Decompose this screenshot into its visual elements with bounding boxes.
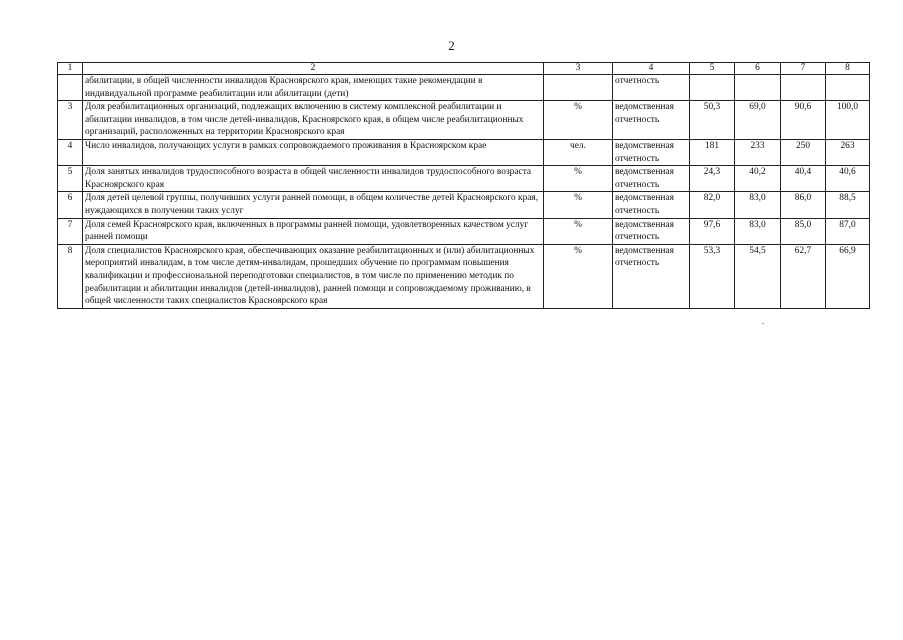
- data-source: ведомственная отчетность: [613, 139, 690, 165]
- indicator-name: Доля реабилитационных организаций, подлежащих включению в систему комплексной реабилитации и абилитации инвалидов, в том числе детей-инвалидов, Красноярского края, в общем числе реабилитационных организаций, расположенных на территории Красноярского края: [83, 101, 544, 140]
- scan-speck: [762, 323, 764, 324]
- header-col-4: 4: [613, 63, 690, 75]
- header-col-8: 8: [826, 63, 870, 75]
- row-number: 3: [58, 101, 83, 140]
- unit: %: [544, 101, 613, 140]
- indicator-name: Доля специалистов Красноярского края, обеспечивающих оказание реабилитационных и (или) абилитационных мероприятий инвалидам, в том числе детям-инвалидам, прошедших обучение по программам повышения квалификации и профессиональной переподготовки специалистов, в том числе по применению методик по реабилитации и абилитации инвалидов (детей-инвалидов), ранней помощи и сопровождаемому проживанию, в общей численности таких специалистов Красноярского края: [83, 244, 544, 308]
- data-source: ведомственная отчетность: [613, 244, 690, 308]
- value-col-7: 62,7: [781, 244, 826, 308]
- value-col-6: 40,2: [735, 166, 781, 192]
- data-source: ведомственная отчетность: [613, 218, 690, 244]
- value-col-5: 50,3: [690, 101, 735, 140]
- unit: [544, 75, 613, 101]
- unit: %: [544, 192, 613, 218]
- value-col-7: [781, 75, 826, 101]
- table-row: [58, 75, 870, 101]
- table-row: [58, 139, 870, 165]
- table-row: [58, 192, 870, 218]
- data-source: отчетность: [613, 75, 690, 101]
- indicator-name: Доля детей целевой группы, получивших услуги ранней помощи, в общем количестве детей Красноярского края, нуждающихся в получении таких услуг: [83, 192, 544, 218]
- unit: %: [544, 244, 613, 308]
- row-number: 4: [58, 139, 83, 165]
- indicator-name: абилитации, в общей численности инвалидов Красноярского края, имеющих такие рекомендации в индивидуальной программе реабилитации или абилитации (дети): [83, 75, 544, 101]
- value-col-7: 90,6: [781, 101, 826, 140]
- table-row: [58, 218, 870, 244]
- header-col-3: 3: [544, 63, 613, 75]
- row-number: 7: [58, 218, 83, 244]
- row-number: 8: [58, 244, 83, 308]
- value-col-7: 250: [781, 139, 826, 165]
- indicator-name: Доля занятых инвалидов трудоспособного возраста в общей численности инвалидов трудоспособного возраста Красноярского края: [83, 166, 544, 192]
- unit: %: [544, 166, 613, 192]
- data-source: ведомственная отчетность: [613, 192, 690, 218]
- value-col-5: 97,6: [690, 218, 735, 244]
- value-col-8: 66,9: [826, 244, 870, 308]
- header-col-6: 6: [735, 63, 781, 75]
- value-col-5: 82,0: [690, 192, 735, 218]
- row-number: 6: [58, 192, 83, 218]
- row-number: 5: [58, 166, 83, 192]
- row-number: [58, 75, 83, 101]
- value-col-8: [826, 75, 870, 101]
- header-row: [58, 63, 870, 75]
- value-col-7: 40,4: [781, 166, 826, 192]
- page-number: 2: [448, 38, 455, 53]
- value-col-8: 263: [826, 139, 870, 165]
- indicator-name: Доля семей Красноярского края, включенных в программы ранней помощи, удовлетворенных качеством услуг ранней помощи: [83, 218, 544, 244]
- indicator-name: Число инвалидов, получающих услуги в рамках сопровождаемого проживания в Красноярском крае: [83, 139, 544, 165]
- value-col-5: [690, 75, 735, 101]
- value-col-7: 85,0: [781, 218, 826, 244]
- value-col-6: 69,0: [735, 101, 781, 140]
- table-row: [58, 244, 870, 308]
- unit: %: [544, 218, 613, 244]
- indicators-table: [57, 62, 870, 309]
- header-col-7: 7: [781, 63, 826, 75]
- header-col-1: 1: [58, 63, 83, 75]
- value-col-6: [735, 75, 781, 101]
- table-row: [58, 101, 870, 140]
- data-source: ведомственная отчетность: [613, 166, 690, 192]
- value-col-6: 83,0: [735, 192, 781, 218]
- value-col-8: 100,0: [826, 101, 870, 140]
- value-col-5: 24,3: [690, 166, 735, 192]
- header-col-5: 5: [690, 63, 735, 75]
- value-col-5: 181: [690, 139, 735, 165]
- header-col-2: 2: [83, 63, 544, 75]
- value-col-8: 88,5: [826, 192, 870, 218]
- value-col-6: 83,0: [735, 218, 781, 244]
- table-row: [58, 166, 870, 192]
- value-col-7: 86,0: [781, 192, 826, 218]
- value-col-8: 87,0: [826, 218, 870, 244]
- value-col-5: 53,3: [690, 244, 735, 308]
- data-source: ведомственная отчетность: [613, 101, 690, 140]
- value-col-6: 54,5: [735, 244, 781, 308]
- value-col-6: 233: [735, 139, 781, 165]
- unit: чел.: [544, 139, 613, 165]
- value-col-8: 40,6: [826, 166, 870, 192]
